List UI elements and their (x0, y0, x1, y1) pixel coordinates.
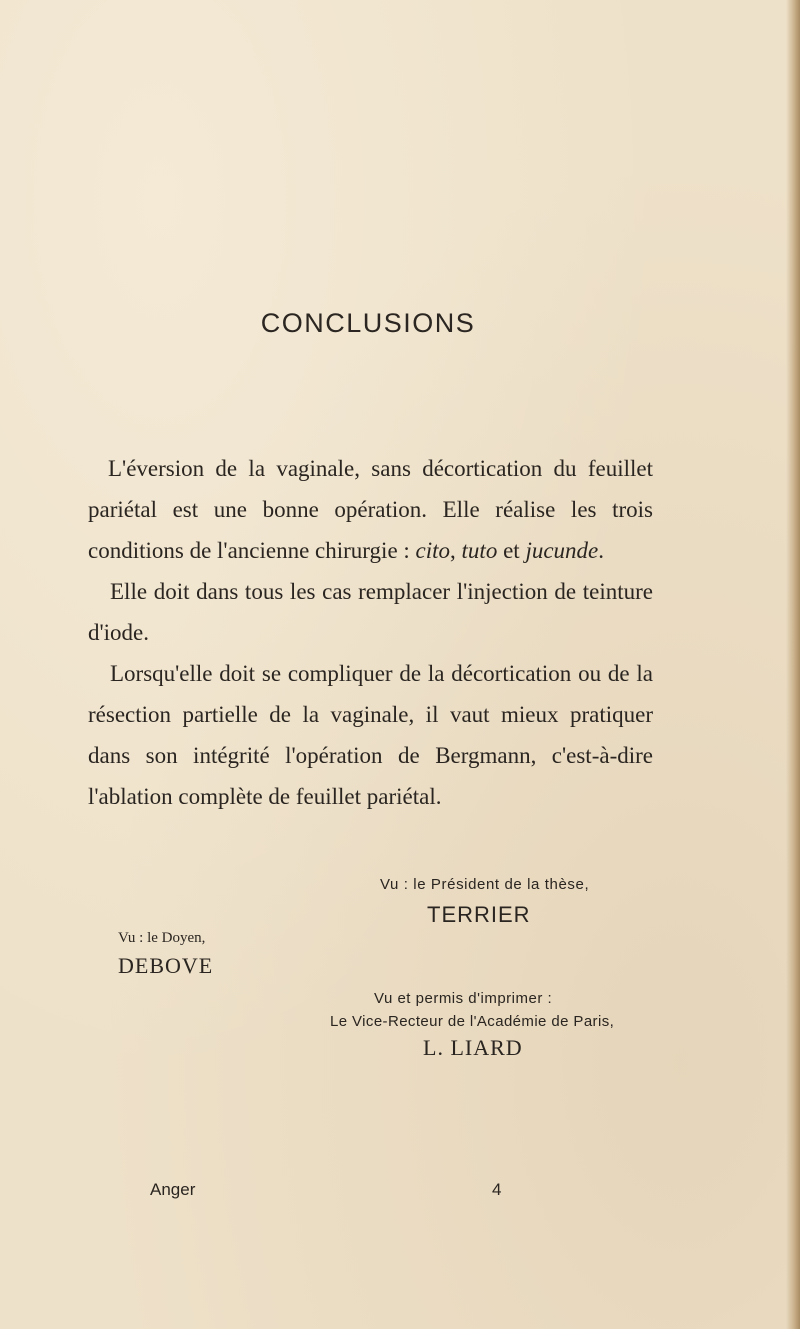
paragraph-3: Lorsqu'elle doit se compliquer de la décortication ou de la résection partielle de la vaginale, il vaut mieux pratiquer dans son intégrité l'opération de Bergmann, c'est-à-dire l'ablation complète de feuillet pariétal. (88, 661, 653, 809)
latin-word-jucunde: jucunde (525, 538, 599, 563)
signature-mark: Anger (150, 1180, 196, 1199)
paragraph-1-text: L'éversion de la vaginale, sans décortication du feuillet pariétal est une bonne opération. Elle réalise les trois conditions de l'ancienne chirurgie : (88, 456, 653, 563)
permis-label: Vu et permis d'imprimer : (374, 990, 553, 1007)
conjunction: et (497, 538, 526, 563)
paragraph-1 (88, 448, 653, 571)
conclusions-body (88, 448, 653, 817)
latin-word-cito: cito (415, 538, 451, 563)
sheet-number: 4 (492, 1180, 502, 1199)
doyen-label: Vu : le Doyen, (118, 930, 206, 946)
separator: , (450, 538, 462, 563)
latin-word-tuto: tuto (461, 538, 498, 563)
president-name: TERRIER (427, 902, 531, 927)
president-label: Vu : le Président de la thèse, (380, 876, 590, 893)
doyen-name: DEBOVE (118, 953, 214, 978)
page-edge (786, 0, 800, 1329)
recteur-name: L. LIARD (423, 1035, 523, 1060)
period: . (598, 538, 604, 563)
recteur-label: Le Vice-Recteur de l'Académie de Paris, (330, 1013, 615, 1030)
paragraph-2: Elle doit dans tous les cas remplacer l'injection de teinture d'iode. (88, 579, 653, 645)
page-title: CONCLUSIONS (260, 308, 476, 338)
